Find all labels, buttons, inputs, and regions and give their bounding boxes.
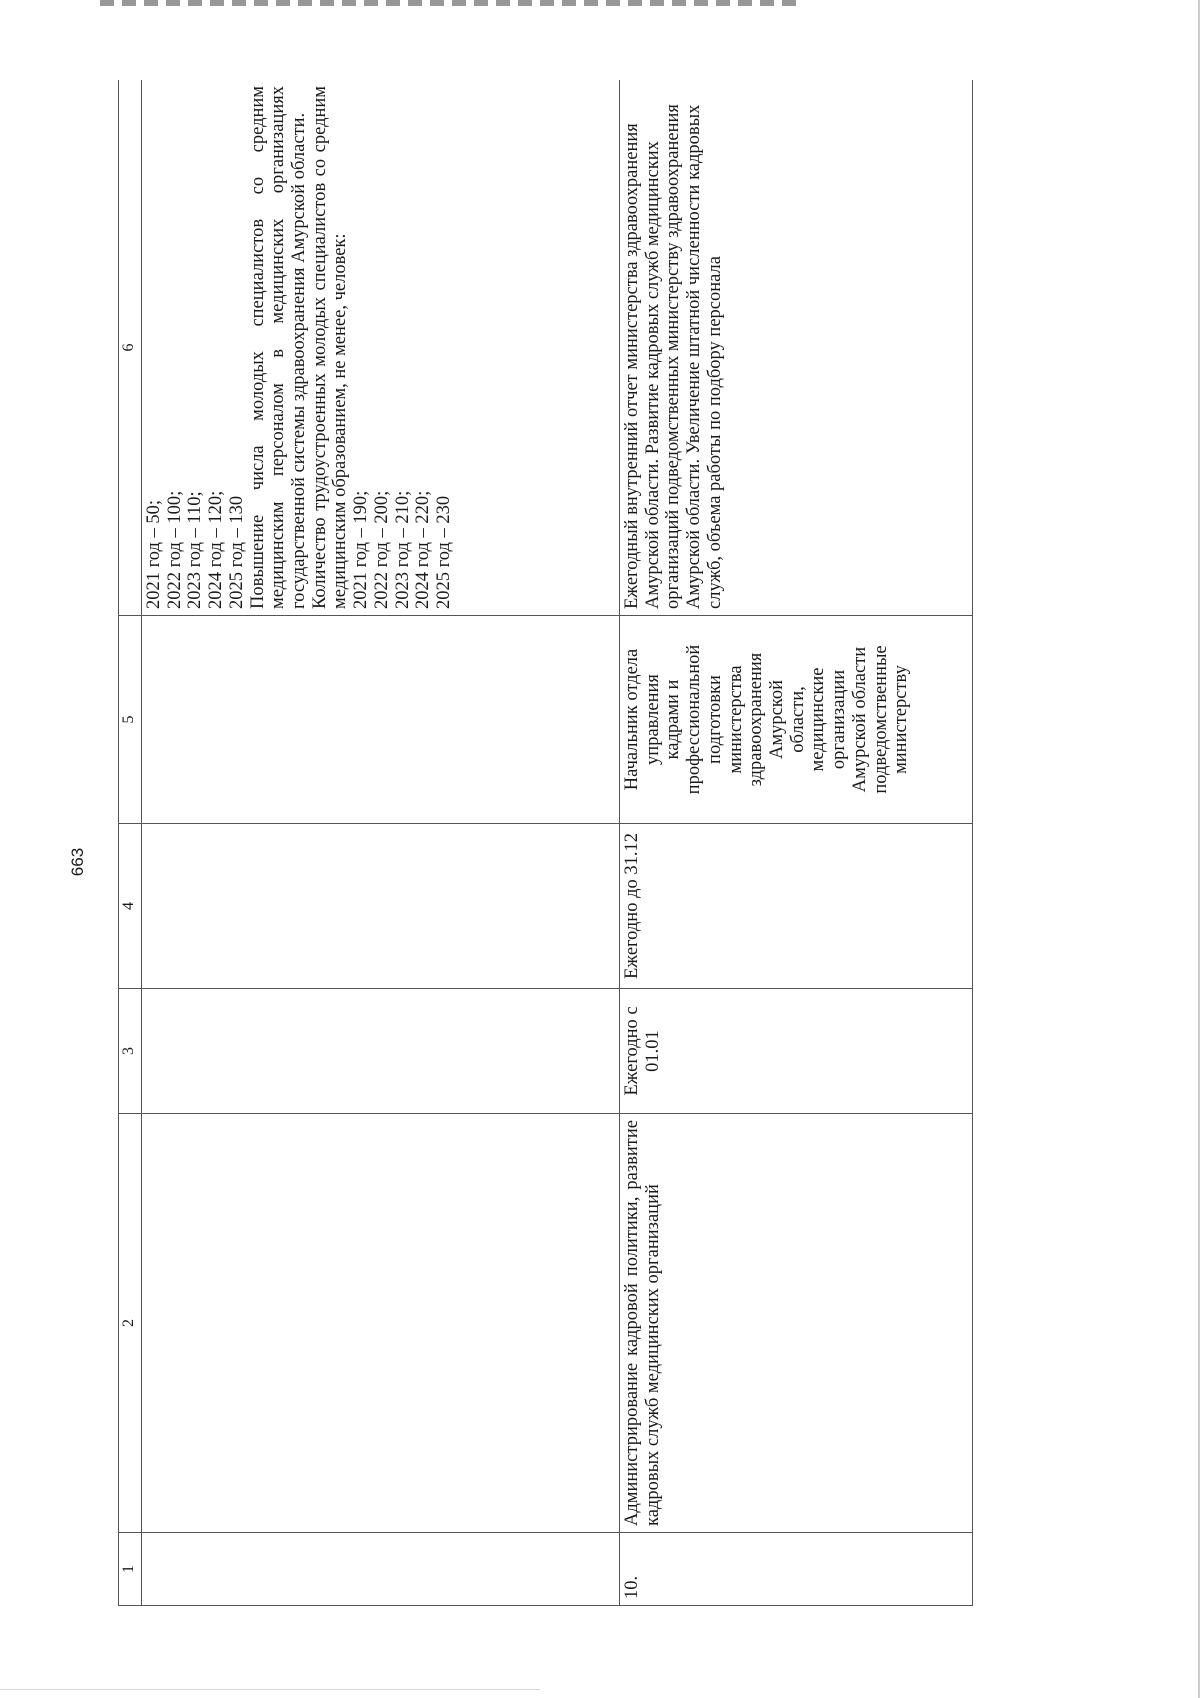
responsible-line: медицинские (808, 667, 829, 772)
responsible-line: подготовки (704, 675, 725, 764)
cell-row10-responsible (620, 616, 973, 824)
count-text: Количество трудоустроенных молодых специалистов со средним медицинским образованием, не менее, человек: (309, 86, 351, 609)
header-col-1: 1 (119, 1533, 142, 1606)
cell-row10-result: Ежегодный внутренний отчет министерства здравоохранения Амурской области. Развитие кадровых служб медицинских организаций подведомственных министерству здравоохранения Амурской области. Увеличение штатной численности кадровых служб, объема работы по подбору персонала (620, 80, 973, 616)
count-line: 2021 год – 190; (351, 490, 372, 609)
responsible-line: министерству (891, 665, 912, 774)
indicator-text: Повышение числа молодых специалистов со средним медицинским персоналом в медицинских организациях государственной системы здравоохранения Амурской области. (247, 86, 310, 609)
count-line: 2024 год – 220; (413, 490, 434, 609)
cell-continuation-result (142, 80, 620, 616)
cell-continuation-activity (142, 1114, 620, 1533)
responsible-line: кадрами и (663, 679, 684, 760)
cell-continuation-responsible (142, 616, 620, 824)
responsible-line: здравоохранения (746, 652, 767, 787)
responsible-line: Начальник отдела (622, 648, 642, 791)
cell-continuation-start (142, 989, 620, 1114)
target-line: 2022 год – 100; (164, 490, 185, 609)
target-line: 2025 год – 130 (226, 495, 247, 609)
responsible-line: Амурской области (849, 646, 870, 793)
plan-table (118, 80, 973, 1606)
cell-row10-number: 10. (620, 1533, 973, 1606)
rotated-table-content (118, 80, 973, 1606)
header-col-6: 6 (119, 80, 142, 616)
responsible-line: министерства (725, 665, 746, 774)
responsible-line: управления (642, 674, 663, 765)
scan-artifact-bottom (0, 1689, 540, 1690)
target-line: 2024 год – 120; (206, 490, 227, 609)
rotated-table-frame (118, 80, 973, 1606)
cell-continuation-number (142, 1533, 620, 1606)
scan-artifact-top (100, 0, 800, 6)
cell-continuation-end (142, 824, 620, 989)
header-col-5: 5 (119, 616, 142, 824)
table-row-continuation (142, 80, 620, 1606)
responsible-line: организации (829, 669, 850, 770)
count-line: 2025 год – 230 (434, 495, 455, 609)
count-line: 2023 год – 210; (392, 490, 413, 609)
header-row (119, 80, 142, 1606)
cell-row10-end: Ежегодно до 31.12 (620, 824, 973, 989)
table-row-10 (620, 80, 973, 1606)
cell-row10-start: Ежегодно с 01.01 (620, 989, 973, 1114)
count-line: 2022 год – 200; (371, 490, 392, 609)
responsible-line: профессиональной (684, 644, 705, 795)
target-line: 2021 год – 50; (144, 499, 164, 609)
responsible-line: подведомственные (870, 645, 891, 794)
header-col-4: 4 (119, 824, 142, 989)
header-col-2: 2 (119, 1114, 142, 1533)
header-col-3: 3 (119, 989, 142, 1114)
responsible-line: Амурской (767, 680, 788, 759)
page-number: 663 (68, 847, 87, 877)
responsible-line: области, (787, 686, 808, 753)
target-line: 2023 год – 110; (185, 491, 206, 609)
cell-row10-activity: Администрирование кадровой политики, развитие кадровых служб медицинских организаций (620, 1114, 973, 1533)
